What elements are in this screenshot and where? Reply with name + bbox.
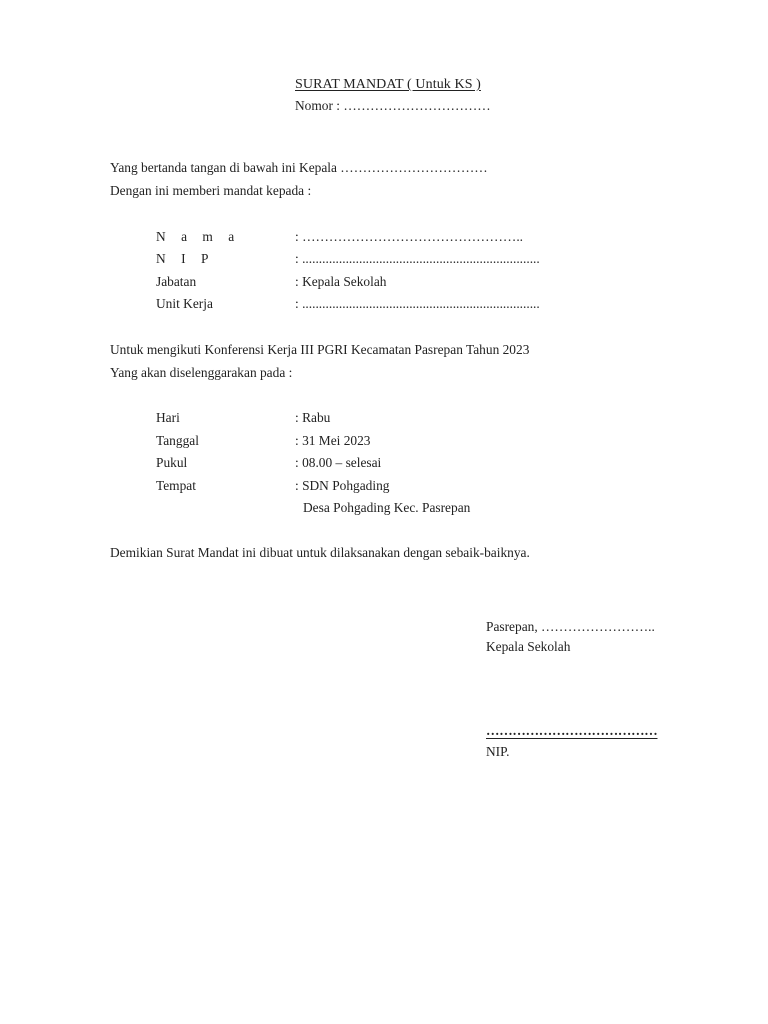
- identity-value-name: : …………………………………………..: [295, 229, 524, 244]
- schedule-label-time: Pukul: [156, 455, 188, 470]
- identity-label-work-unit: Unit Kerja: [156, 296, 213, 311]
- schedule-label-date: Tanggal: [156, 433, 199, 448]
- schedule-value-place: : SDN Pohgading: [295, 478, 390, 493]
- schedule-place-address: Desa Pohgading Kec. Pasrepan: [303, 500, 471, 515]
- opening-line-2: Dengan ini memberi mandat kepada :: [110, 183, 312, 198]
- identity-label-name: N a m a: [156, 229, 241, 244]
- document-title: SURAT MANDAT ( Untuk KS ): [295, 77, 481, 92]
- closing-line: Demikian Surat Mandat ini dibuat untuk dilaksanakan dengan sebaik-baiknya.: [110, 545, 530, 560]
- document-number: Nomor : ……………………………: [295, 98, 491, 113]
- signature-name-line: …………………………………: [486, 723, 658, 738]
- identity-value-nip: : .......................................................................: [295, 251, 540, 266]
- schedule-label-place: Tempat: [156, 478, 196, 493]
- signature-place-date: Pasrepan, ……………………..: [486, 619, 655, 634]
- identity-value-position: : Kepala Sekolah: [295, 274, 387, 289]
- purpose-line-2: Yang akan diselenggarakan pada :: [110, 365, 293, 380]
- signature-role: Kepala Sekolah: [486, 639, 571, 654]
- schedule-label-day: Hari: [156, 410, 180, 425]
- opening-line-1: Yang bertanda tangan di bawah ini Kepala ……………………………: [110, 160, 488, 175]
- schedule-value-time: : 08.00 – selesai: [295, 455, 382, 470]
- purpose-line-1: Untuk mengikuti Konferensi Kerja III PGRI Kecamatan Pasrepan Tahun 2023: [110, 342, 530, 357]
- identity-label-position: Jabatan: [156, 274, 197, 289]
- schedule-value-day: : Rabu: [295, 410, 331, 425]
- schedule-value-date: : 31 Mei 2023: [295, 433, 371, 448]
- identity-label-nip: N I P: [156, 251, 215, 266]
- identity-value-work-unit: : .......................................................................: [295, 296, 540, 311]
- signature-nip: NIP.: [486, 744, 510, 759]
